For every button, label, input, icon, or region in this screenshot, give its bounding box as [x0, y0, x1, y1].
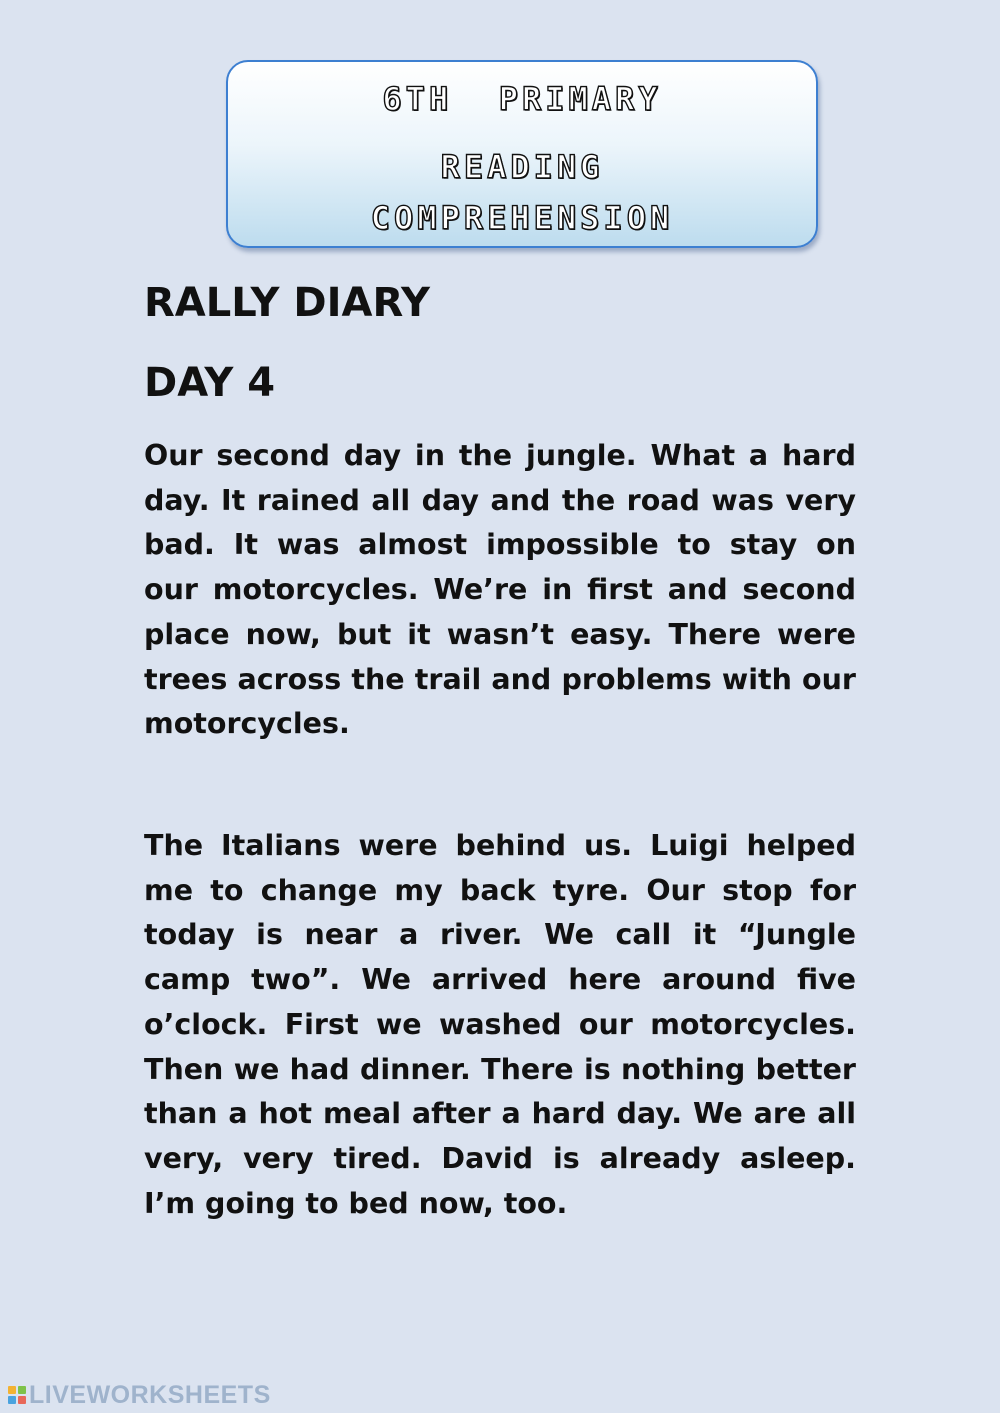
title-line-comprehension: COMPREHENSION	[370, 199, 674, 237]
title-banner	[226, 60, 818, 248]
title-line-grade: 6TH PRIMARY	[382, 80, 662, 118]
paragraph-2: The Italians were behind us. Luigi helped me to change my back tyre. Our stop for today is near a river. We call it “Jungle camp two”. We arrived here around five o’clock. First we washed our motorcycles. Then we had dinner. There is nothing better than a hot meal after a hard day. We are all very, very tired. David is already asleep. I’m going to bed now, too.	[144, 829, 856, 1220]
liveworksheets-logo[interactable]	[8, 1380, 271, 1410]
logo-square-4	[18, 1396, 26, 1404]
document-heading: RALLY DIARY	[144, 280, 431, 326]
logo-square-2	[18, 1386, 26, 1394]
paragraph-1: Our second day in the jungle. What a hard day. It rained all day and the road was very bad. It was almost impossible to stay on our motorcycles. We’re in first and second place now, but it wasn’t easy. There were trees across the trail and problems with our motorcycles.	[144, 439, 856, 741]
logo-square-1	[8, 1386, 16, 1394]
logo-square-3	[8, 1396, 16, 1404]
logo-text: LIVEWORKSHEETS	[29, 1380, 271, 1409]
title-line-reading: READING	[440, 148, 604, 186]
logo-grid-icon	[8, 1386, 26, 1404]
document-subheading: DAY 4	[144, 360, 276, 406]
